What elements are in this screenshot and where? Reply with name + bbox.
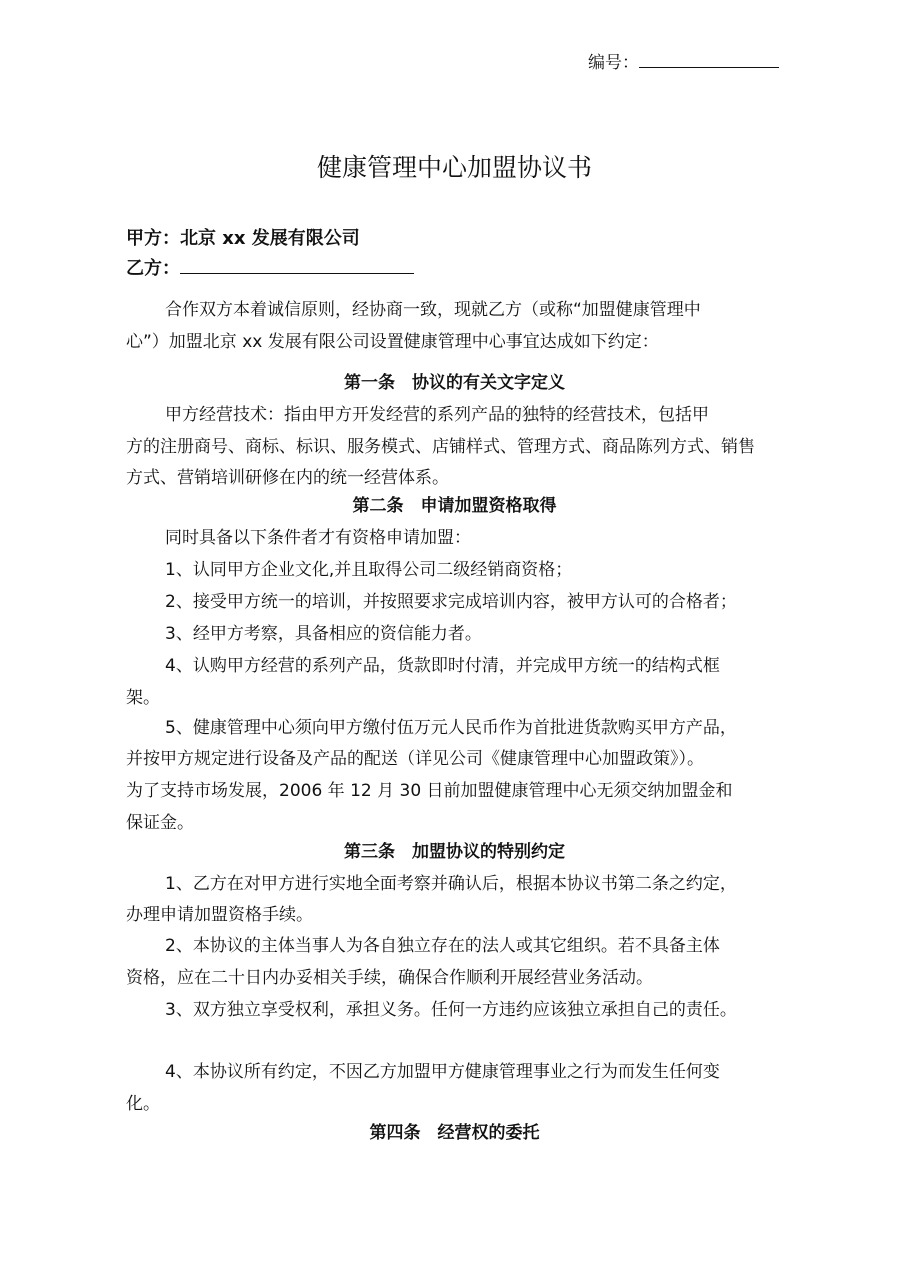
number-blank bbox=[639, 53, 779, 68]
document-title: 健康管理中心加盟协议书 bbox=[316, 153, 592, 182]
article3-line-7: 化。 bbox=[126, 1094, 160, 1114]
article1-heading: 第一条 协议的有关文字定义 bbox=[344, 373, 565, 393]
article2-line-5: 4、认购甲方经营的系列产品，货款即时付清，并完成甲方统一的结构式框 bbox=[165, 656, 720, 676]
number-field bbox=[588, 48, 779, 78]
article2-line-8: 并按甲方规定进行设备及产品的配送（详见公司《健康管理中心加盟政策》）。 bbox=[126, 749, 704, 769]
party-b-blank bbox=[180, 259, 414, 274]
article2-heading: 第二条 申请加盟资格取得 bbox=[352, 496, 557, 516]
article2-line-10: 保证金。 bbox=[126, 813, 194, 833]
article3-heading: 第三条 加盟协议的特别约定 bbox=[344, 842, 565, 862]
article3-line-4: 资格，应在二十日内办妥相关手续，确保合作顺利开展经营业务活动。 bbox=[126, 968, 653, 988]
article2-line-3: 2、接受甲方统一的培训，并按照要求完成培训内容，被甲方认可的合格者； bbox=[165, 592, 737, 612]
party-b bbox=[126, 254, 414, 284]
intro-line-1: 合作双方本着诚信原则，经协商一致，现就乙方（或称“加盟健康管理中 bbox=[165, 300, 701, 320]
article3-line-2: 办理申请加盟资格手续。 bbox=[126, 905, 313, 925]
article2-line-6: 架。 bbox=[126, 688, 160, 708]
article3-line-5: 3、双方独立享受权利，承担义务。任何一方违约应该独立承担自己的责任。 bbox=[165, 1000, 737, 1020]
article3-line-6: 4、本协议所有约定，不因乙方加盟甲方健康管理事业之行为而发生任何变 bbox=[165, 1062, 720, 1082]
article2-line-7: 5、健康管理中心须向甲方缴付伍万元人民币作为首批进货款购买甲方产品， bbox=[165, 718, 737, 738]
article1-line-1: 甲方经营技术：指由甲方开发经营的系列产品的独特的经营技术，包括甲 bbox=[165, 405, 709, 425]
party-a: 甲方：北京 xx 发展有限公司 bbox=[126, 228, 360, 249]
party-b-label: 乙方： bbox=[126, 258, 180, 279]
article3-line-1: 1、乙方在对甲方进行实地全面考察并确认后，根据本协议书第二条之约定， bbox=[165, 874, 737, 894]
article4-heading: 第四条 经营权的委托 bbox=[369, 1123, 540, 1143]
number-label: 编号： bbox=[588, 53, 639, 73]
article2-line-1: 同时具备以下条件者才有资格申请加盟： bbox=[165, 528, 471, 548]
article3-line-3: 2、本协议的主体当事人为各自独立存在的法人或其它组织。若不具备主体 bbox=[165, 936, 720, 956]
article2-line-2: 1、认同甲方企业文化,并且取得公司二级经销商资格； bbox=[165, 560, 573, 580]
article2-line-9: 为了支持市场发展，2006 年 12 月 30 日前加盟健康管理中心无须交纳加盟金和 bbox=[126, 781, 733, 801]
intro-line-2: 心”）加盟北京 xx 发展有限公司设置健康管理中心事宜达成如下约定： bbox=[126, 332, 659, 352]
article2-line-4: 3、经甲方考察，具备相应的资信能力者。 bbox=[165, 624, 482, 644]
article1-line-3: 方式、营销培训研修在内的统一经营体系。 bbox=[126, 468, 449, 488]
article1-line-2: 方的注册商号、商标、标识、服务模式、店铺样式、管理方式、商品陈列方式、销售 bbox=[126, 437, 755, 457]
